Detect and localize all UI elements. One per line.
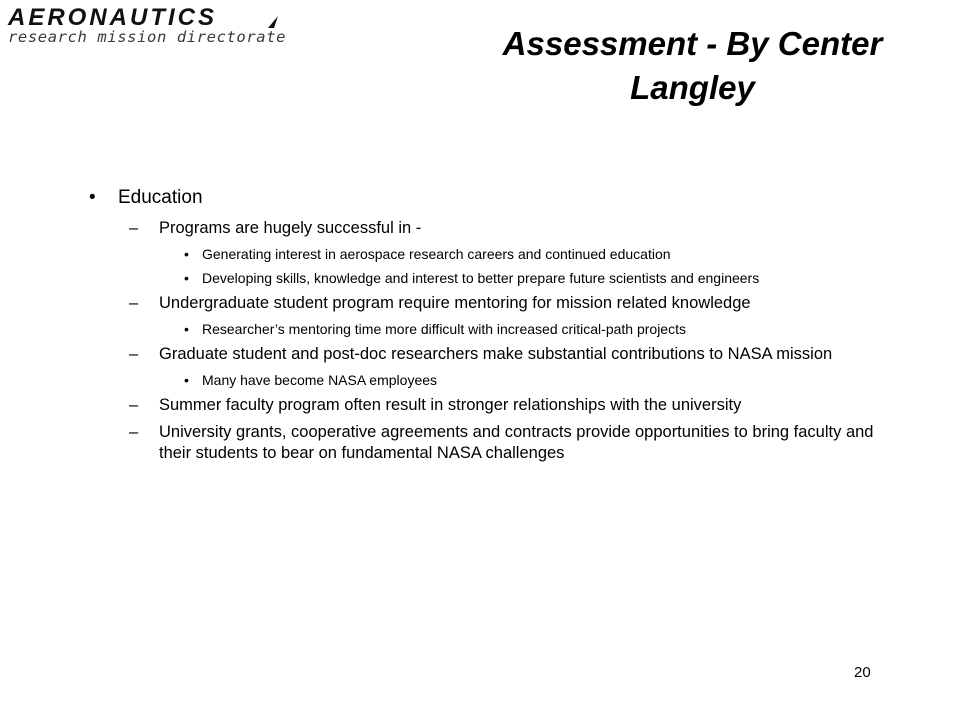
bullet-text: Programs are hugely successful in -: [159, 219, 422, 237]
bullet-text: Developing skills, knowledge and interest to better prepare future scientists and engineers: [202, 270, 760, 286]
bullet-marker: •: [184, 321, 189, 337]
bullet-text: Researcher’s mentoring time more difficult with increased critical-path projects: [202, 321, 686, 337]
bullet-undergraduate: [0, 293, 960, 314]
logo-subtitle: research mission directorate: [8, 28, 287, 46]
page-number: 20: [854, 664, 871, 681]
bullet-marker: •: [184, 246, 189, 262]
bullet-text: Education: [118, 187, 203, 208]
bullet-generating-interest: [0, 245, 960, 263]
dash-marker: –: [129, 219, 139, 237]
bullet-marker: •: [184, 270, 189, 286]
bullet-text: Summer faculty program often result in stronger relationships with the university: [159, 396, 742, 414]
dash-marker: –: [129, 423, 139, 441]
dash-marker: –: [129, 294, 139, 312]
bullet-text: Undergraduate student program require mentoring for mission related knowledge: [159, 294, 751, 312]
slide-title: [455, 22, 930, 110]
slide-title-line-1: Assessment - By Center: [502, 25, 883, 62]
aeronautics-wordmark-text: AERONAUTICS: [8, 4, 218, 30]
bullet-list: [0, 186, 960, 470]
bullet-developing-skills: [0, 269, 960, 287]
dash-marker: –: [129, 345, 139, 363]
bullet-text: University grants, cooperative agreements and contracts provide opportunities to bring faculty and their students to bear on fundamental NASA challenges: [159, 423, 874, 462]
slide-title-line-2: Langley: [630, 69, 755, 106]
bullet-marker: •: [89, 187, 96, 208]
bullet-text: Many have become NASA employees: [202, 372, 438, 388]
bullet-summer-faculty: [0, 395, 960, 416]
bullet-graduate: [0, 344, 960, 365]
aeronautics-wordmark: [6, 4, 281, 30]
aeronautics-logo: [0, 4, 290, 50]
bullet-programs: [0, 218, 960, 239]
bullet-marker: •: [184, 372, 189, 388]
bullet-education: [0, 186, 960, 210]
bullet-researcher-mentoring: [0, 320, 960, 338]
bullet-text: Graduate student and post-doc researchers make substantial contributions to NASA mission: [159, 345, 833, 363]
bullet-text: Generating interest in aerospace research careers and continued education: [202, 246, 671, 262]
bullet-nasa-employees: [0, 371, 960, 389]
dash-marker: –: [129, 396, 139, 414]
bullet-university-grants: [0, 422, 960, 464]
